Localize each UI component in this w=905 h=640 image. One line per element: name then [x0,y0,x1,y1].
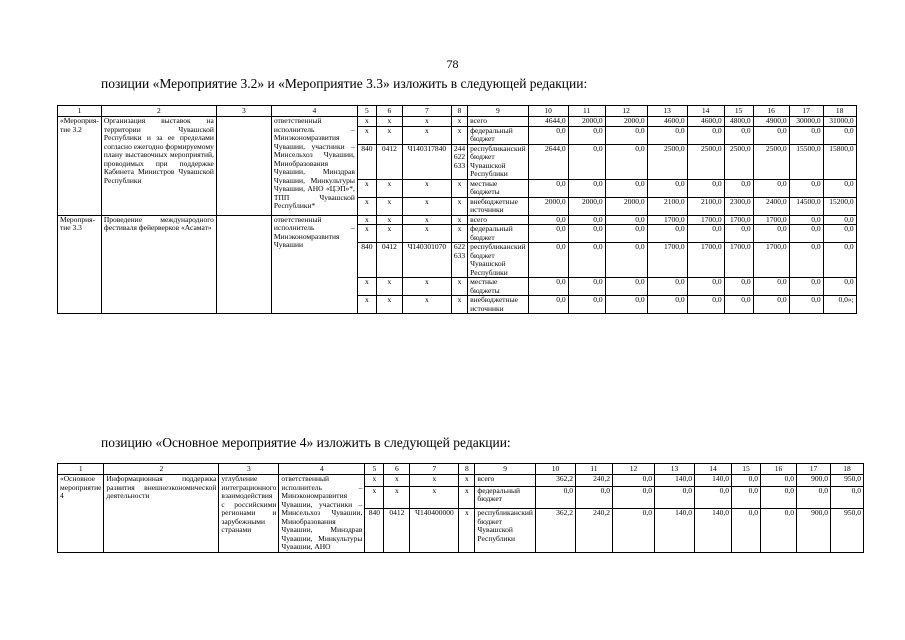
budget-code: х [376,126,402,144]
budget-code: х [459,486,475,508]
amount-cell: 0,0 [528,225,568,243]
amount-cell: 0,0 [823,215,856,225]
amount-cell: 1700,0 [753,215,789,225]
amount-cell: 0,0 [760,509,796,552]
amount-cell: 2100,0 [647,197,687,215]
amount-cell: 0,0 [612,486,654,508]
amount-cell: 0,0 [528,179,568,197]
budget-code: х [402,296,451,314]
amount-cell: 140,0 [654,475,694,487]
budget-code: х [451,197,467,215]
amount-cell: 0,0 [724,179,753,197]
section-heading-2: позицию «Основное мероприятие 4» изложить в следующей редакции: [101,435,511,450]
budget-code: х [376,296,402,314]
amount-cell: 0,0 [605,144,647,179]
budget-code: х [357,296,376,314]
amount-cell: 0,0 [823,179,856,197]
amount-cell: 0,0 [647,179,687,197]
amount-cell: 0,0 [753,179,789,197]
budget-code: 0412 [384,509,410,552]
amount-cell: 0,0 [605,243,647,278]
amount-cell: 0,0 [647,126,687,144]
program-table-1 [57,105,857,314]
budget-code: х [357,126,376,144]
amount-cell: 0,0 [568,144,605,179]
budget-code: х [357,179,376,197]
amount-cell: 0,0 [724,126,753,144]
amount-cell: 0,0 [823,278,856,296]
measure-executors: ответственный исполнитель – Минэкономразвития Чувашии [271,215,357,314]
amount-cell: 240,2 [575,509,612,552]
budget-code: х [451,179,467,197]
amount-cell: 31000,0 [823,117,856,127]
budget-row [58,215,857,225]
amount-cell: 4800,0 [724,117,753,127]
amount-cell: 0,0 [605,278,647,296]
amount-cell: 0,0 [687,225,724,243]
amount-cell: 0,0 [528,296,568,314]
amount-cell: 2500,0 [647,144,687,179]
measure-name: Информационная поддержка развития внешнеэкономической деятельности [104,475,219,553]
amount-cell: 0,0 [789,179,823,197]
measure-label: Мероприя-тие 3.3 [58,215,102,314]
amount-cell: 0,0 [724,225,753,243]
amount-cell: 950,0 [830,509,863,552]
budget-code: х [376,215,402,225]
budget-code: х [357,225,376,243]
budget-code: х [357,278,376,296]
funding-source: внебюджетные источники [468,296,529,314]
section-heading-1: позиции «Мероприятие 3.2» и «Мероприятие 3.3» изложить в следующей редакции: [101,76,588,91]
amount-cell: 362,2 [535,509,575,552]
amount-cell: 0,0 [575,486,612,508]
page-number: 78 [446,57,459,71]
amount-cell: 1700,0 [753,243,789,278]
funding-source: республиканский бюджет Чувашской Республики [475,509,536,552]
amount-cell: 0,0 [830,486,863,508]
budget-code: Ч140301070 [402,243,451,278]
column-numbers-row: 1 2 3 4 5 6 7 8 9 10 11 12 13 14 15 16 17 18 [58,106,857,117]
amount-cell: 140,0 [694,475,731,487]
program-table-2 [57,463,864,553]
amount-cell: 362,2 [535,475,575,487]
amount-cell: 0,0 [647,296,687,314]
amount-cell: 4900,0 [753,117,789,127]
amount-cell: 0,0 [753,225,789,243]
amount-cell: 0,0 [528,278,568,296]
amount-cell: 1700,0 [647,215,687,225]
budget-code: х [402,179,451,197]
measure-result [216,215,271,314]
amount-cell: 0,0 [760,475,796,487]
amount-cell: 0,0 [612,475,654,487]
amount-cell: 4600,0 [647,117,687,127]
budget-code: 0412 [376,243,402,278]
amount-cell: 0,0 [605,296,647,314]
amount-cell: 1700,0 [647,243,687,278]
budget-code: х [402,215,451,225]
amount-cell: 0,0 [687,179,724,197]
amount-cell: 15500,0 [789,144,823,179]
amount-cell: 0,0 [568,179,605,197]
amount-cell: 14500,0 [789,197,823,215]
measure-result [216,117,271,216]
measure-3-3 [58,215,857,314]
amount-cell: 1700,0 [724,215,753,225]
funding-source: федеральный бюджет [475,486,536,508]
budget-code: х [365,486,384,508]
amount-cell: 2644,0 [528,144,568,179]
measure-executors: ответственный исполнитель – Минэкономразвития Чувашии, участники – Минсельхоз Чувашии, Минобразования Чувашии, Минздрав Чувашии, Минкультуры Чувашии, АНО [279,475,365,553]
amount-cell: 0,0 [528,126,568,144]
funding-source: местные бюджеты [468,278,529,296]
budget-code: х [384,486,410,508]
budget-code: х [376,117,402,127]
funding-source: федеральный бюджет [468,225,529,243]
budget-code: х [376,179,402,197]
budget-code: 840 [357,243,376,278]
amount-cell: 4600,0 [687,117,724,127]
amount-cell: 140,0 [654,509,694,552]
amount-cell: 1700,0 [687,243,724,278]
amount-cell: 0,0 [612,509,654,552]
amount-cell: 0,0 [568,278,605,296]
amount-cell: 0,0 [605,215,647,225]
amount-cell: 0,0 [789,225,823,243]
amount-cell: 0,0 [753,296,789,314]
amount-cell: 2000,0 [568,197,605,215]
measure-name: Проведение международного фестиваля фейерверков «Асамат» [101,215,216,314]
amount-cell: 15800,0 [823,144,856,179]
budget-code: 622 633 [451,243,467,278]
amount-cell: 0,0 [724,278,753,296]
amount-cell: 0,0 [568,296,605,314]
funding-source: всего [475,475,536,487]
amount-cell: 0,0 [654,486,694,508]
budget-code: 840 [357,144,376,179]
amount-cell: 0,0 [731,475,760,487]
measure-label: «Основное мероприятие 4 [58,475,104,553]
amount-cell: 2100,0 [687,197,724,215]
column-numbers-row: 1 2 3 4 5 6 7 8 9 10 11 12 13 14 15 16 17 18 [58,464,864,475]
amount-cell: 2500,0 [724,144,753,179]
amount-cell: 950,0 [830,475,863,487]
funding-source: всего [468,117,529,127]
budget-code: х [451,215,467,225]
budget-row [58,475,864,487]
budget-code: Ч140317840 [402,144,451,179]
budget-code: х [402,117,451,127]
budget-code: х [410,486,459,508]
amount-cell: 2500,0 [687,144,724,179]
funding-source: республиканский бюджет Чувашской Республики [468,243,529,278]
amount-cell: 4644,0 [528,117,568,127]
measure-executors: ответственный исполнитель – Минэкономразвития Чувашии, участники – Минсельхоз Чувашии, Минобразования Чувашии, Минздрав Чувашии, Минкультуры Чувашии, АНО «ЦЭП»*, ТПП Чувашской Республики* [271,117,357,216]
amount-cell: 0,0 [796,486,830,508]
amount-cell: 0,0 [823,225,856,243]
amount-cell: 0,0 [605,126,647,144]
amount-cell: 0,0 [760,486,796,508]
budget-code: х [376,225,402,243]
amount-cell: 0,0 [568,225,605,243]
amount-cell: 0,0 [605,179,647,197]
amount-cell: 2000,0 [605,197,647,215]
budget-code: х [402,126,451,144]
amount-cell: 0,0 [528,215,568,225]
amount-cell: 0,0 [823,126,856,144]
measure-name: Организация выставок на территории Чувашской Республики и за ее пределами согласно ежегодно формируемому плану выставочных мероприятий, проводимых при поддержке Кабинета Министров Чувашской Республики [101,117,216,216]
amount-cell: 0,0 [605,225,647,243]
amount-cell: 2400,0 [753,197,789,215]
amount-cell: 0,0 [568,243,605,278]
budget-code: х [451,278,467,296]
amount-cell: 30000,0 [789,117,823,127]
amount-cell: 0,0 [647,278,687,296]
budget-code: х [357,117,376,127]
measure-result: углубление интеграционного взаимодействия с российскими регионами и зарубежными странами [219,475,279,553]
amount-cell: 0,0 [687,278,724,296]
amount-cell: 1700,0 [687,215,724,225]
budget-code: х [410,475,459,487]
budget-code: х [459,475,475,487]
amount-cell: 2500,0 [753,144,789,179]
budget-code: х [376,278,402,296]
amount-cell: 2000,0 [528,197,568,215]
amount-cell: 0,0 [823,243,856,278]
amount-cell: 0,0 [694,486,731,508]
budget-code: х [376,197,402,215]
amount-cell: 0,0 [724,296,753,314]
funding-source: всего [468,215,529,225]
amount-cell: 2300,0 [724,197,753,215]
amount-cell: 1700,0 [724,243,753,278]
amount-cell: 0,0 [731,509,760,552]
budget-code: х [384,475,410,487]
amount-cell: 900,0 [796,475,830,487]
amount-cell: 0,0»; [823,296,856,314]
amount-cell: 2000,0 [568,117,605,127]
amount-cell: 0,0 [647,225,687,243]
budget-code: х [402,197,451,215]
budget-code: х [459,509,475,552]
funding-source: местные бюджеты [468,179,529,197]
budget-code: х [451,117,467,127]
amount-cell: 0,0 [753,126,789,144]
budget-code: х [451,296,467,314]
amount-cell: 0,0 [687,296,724,314]
amount-cell: 0,0 [687,126,724,144]
main-measure-4 [58,475,864,553]
amount-cell: 0,0 [731,486,760,508]
amount-cell: 140,0 [694,509,731,552]
amount-cell: 0,0 [535,486,575,508]
budget-code: х [451,126,467,144]
amount-cell: 0,0 [789,296,823,314]
budget-code: Ч140400000 [410,509,459,552]
amount-cell: 15200,0 [823,197,856,215]
budget-code: х [402,278,451,296]
budget-code: 244 622 633 [451,144,467,179]
amount-cell: 0,0 [789,126,823,144]
amount-cell: 900,0 [796,509,830,552]
amount-cell: 0,0 [789,278,823,296]
budget-code: х [357,215,376,225]
budget-code: х [402,225,451,243]
funding-source: внебюджетные источники [468,197,529,215]
amount-cell: 0,0 [789,215,823,225]
budget-code: х [451,225,467,243]
budget-code: х [357,197,376,215]
amount-cell: 240,2 [575,475,612,487]
budget-code: 0412 [376,144,402,179]
amount-cell: 0,0 [789,243,823,278]
funding-source: федеральный бюджет [468,126,529,144]
amount-cell: 0,0 [568,215,605,225]
amount-cell: 2000,0 [605,117,647,127]
funding-source: республиканский бюджет Чувашской Республики [468,144,529,179]
amount-cell: 0,0 [568,126,605,144]
budget-code: 840 [365,509,384,552]
measure-3-2 [58,117,857,216]
budget-code: х [365,475,384,487]
amount-cell: 0,0 [528,243,568,278]
amount-cell: 0,0 [753,278,789,296]
budget-row [58,117,857,127]
measure-label: «Мероприя-тие 3.2 [58,117,102,216]
